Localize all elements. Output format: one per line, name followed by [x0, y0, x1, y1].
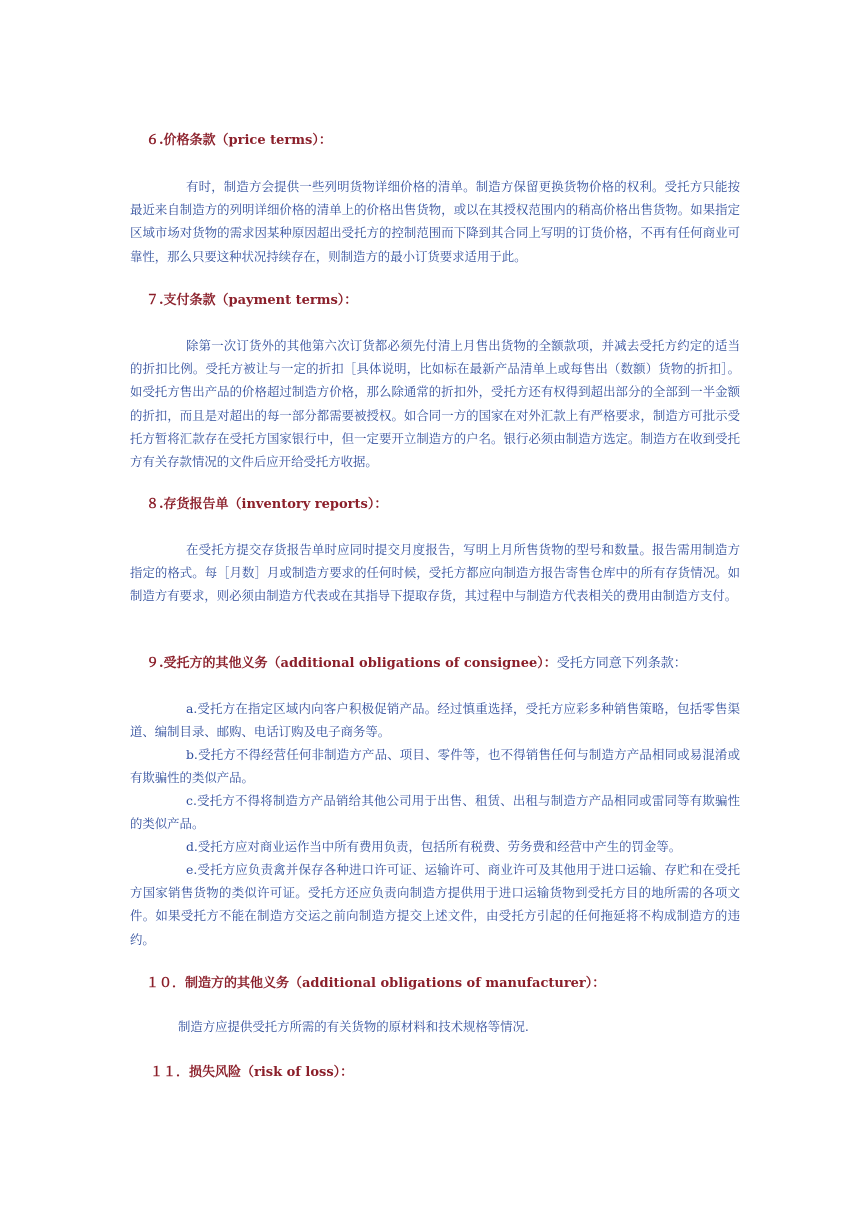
- section-7-body: 除第一次订货外的其他第六次订货都必须先付清上月售出货物的全额款项，并减去受托方约定的适当的折扣比例。受托方被让与一定的折扣［具体说明，比如标在最新产品清单上或每售出（数额）货物的折扣］。如受托方售出产品的价格超过制造方价格，那么除通常的折扣外，受托方还有权得到超出部分的全部到一半金额的折扣，而且是对超出的每一部分都需要被授权。如合同一方的国家在对外汇款上有严格要求，制造方可批示受托方暂将汇款存在受托方国家银行中，但一定要开立制造方的户名。银行必须由制造方选定。制造方在收到受托方有关存款情况的文件后应开给受托方收据。: [130, 338, 740, 470]
- section-6-heading: ６.价格条款（price terms）：: [146, 133, 332, 148]
- section-11-heading: １１．损失风险（risk of loss）：: [150, 1065, 354, 1080]
- section-8-heading: ８.存货报告单（inventory reports）：: [146, 497, 388, 512]
- section-7-heading: ７.支付条款（payment terms）：: [146, 293, 358, 308]
- section-9-item-e: e.受托方应负责禽并保存各种进口许可证、运输许可、商业许可及其他用于进口运输、存贮和在受托方国家销售货物的类似许可证。受托方还应负责向制造方提供用于进口运输货物到受托方目的地所需的各项文件。如果受托方不能在制造方交运之前向制造方提交上述文件，由受托方引起的任何拖延将不构成制造方的违约。: [130, 862, 740, 947]
- section-10-body: 制造方应提供受托方所需的有关货物的原材料和技术规格等情况.: [178, 1019, 529, 1034]
- section-9-item-d: d.受托方应对商业运作当中所有费用负责，包括所有税费、劳务费和经营中产生的罚金等。: [186, 839, 682, 854]
- section-9-item-b: b.受托方不得经营任何非制造方产品、项目、零件等，也不得销售任何与制造方产品相同或易混淆或有欺骗性的类似产品。: [130, 747, 740, 786]
- section-9-item-c: c.受托方不得将制造方产品销给其他公司用于出售、租赁、出租与制造方产品相同或雷同等有欺骗性的类似产品。: [130, 793, 740, 832]
- section-9-item-a: a.受托方在指定区域内向客户积极促销产品。经过慎重选择，受托方应彩多种销售策略，包括零售渠道、编制目录、邮购、电话订购及电子商务等。: [130, 701, 740, 740]
- section-6-body: 有时，制造方会提供一些列明货物详细价格的清单。制造方保留更换货物价格的权利。受托方只能按最近来自制造方的列明详细价格的清单上的价格出售货物，或以在其授权范围内的稍高价格出售货物。如果指定区域市场对货物的需求因某种原因超出受托方的控制范围而下降到其合同上写明的订货价格，不再有任何商业可靠性，那么只要这种状况持续存在，则制造方的最小订货要求适用于此。: [130, 179, 740, 264]
- section-9-heading-text: ９.受托方的其他义务（additional obligations of consignee）：: [146, 656, 557, 671]
- section-9-heading: [146, 656, 687, 672]
- section-9-heading-tail: 受托方同意下列条款：: [556, 656, 687, 671]
- section-10-heading: １０．制造方的其他义务（additional obligations of manufacturer）：: [146, 976, 606, 991]
- section-8-body: 在受托方提交存货报告单时应同时提交月度报告，写明上月所售货物的型号和数量。报告需用制造方指定的格式。每［月数］月或制造方要求的任何时候，受托方都应向制造方报告寄售仓库中的所有存货情况。如制造方有要求，则必须由制造方代表或在其指导下提取存货，其过程中与制造方代表相关的费用由制造方支付。: [130, 542, 740, 604]
